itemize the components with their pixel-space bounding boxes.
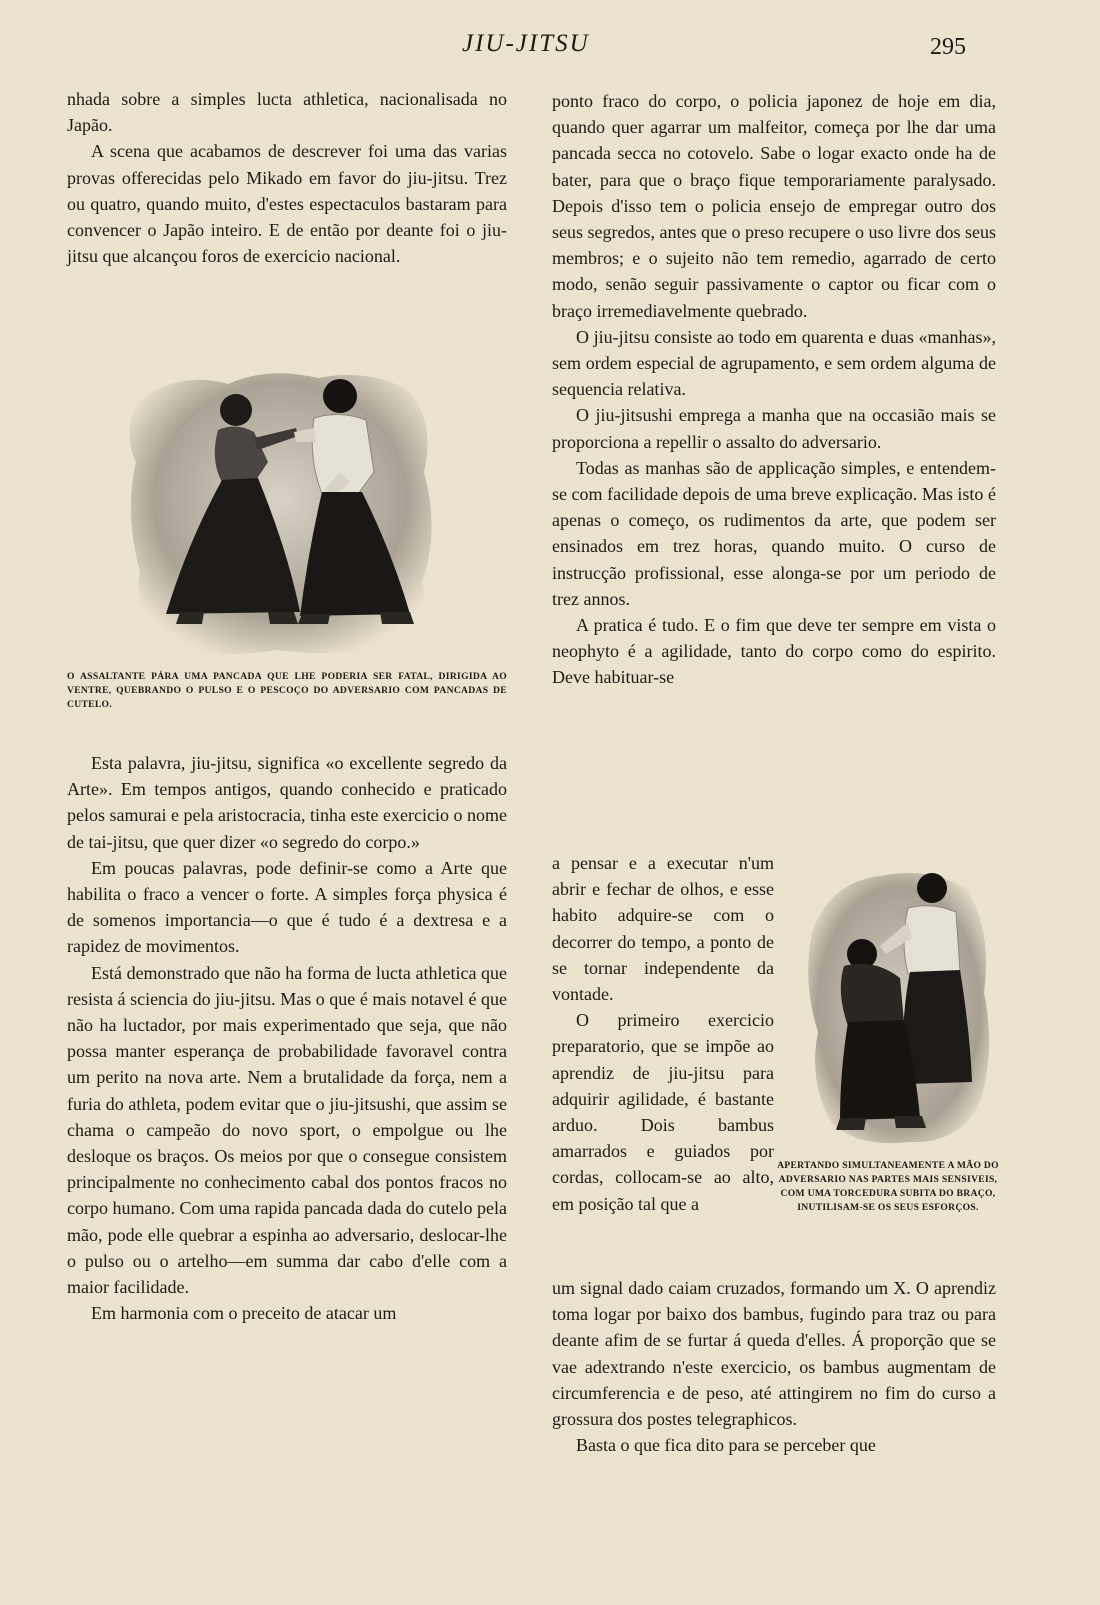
right-column-bottom <box>552 1275 996 1458</box>
left-column-top <box>67 86 507 269</box>
figure-caption: APERTANDO SIMULTANEAMENTE A MÃO DO ADVERSARIO NAS PARTES MAIS SENSIVEIS, COM UMA TORCEDURA SUBITA DO BRAÇO, INUTILISAM-SE OS SEUS ESFORÇOS. <box>777 1160 999 1213</box>
paragraph: ponto fraco do corpo, o policia japonez de hoje em dia, quando quer agarrar um malfeitor, começa por lhe dar uma pancada secca no cotovelo. Sabe o logar exacto onde ha de bater, para que o braço fique temporariamente paralysado. Depois d'isso tem o policia ensejo de empregar outro dos seus segredos, antes que o preso recupere o uso livre dos seus membros; e o sujeito não tem remedio, agarrado de certo modo, senão seguir passivamente o captor ou ficar com o braço irremediavelmente quebrado. <box>552 91 996 321</box>
left-column-bottom <box>67 750 507 1326</box>
page-number: 295 <box>930 34 966 60</box>
photo-illustration <box>800 862 995 1152</box>
paragraph: O jiu-jitsushi emprega a manha que na occasião mais se proporciona a repellir o assalto do adversario. <box>552 405 996 452</box>
paragraph: O primeiro exercicio preparatorio, que se impõe ao aprendiz de jiu-jitsu para adquirir agilidade, é bastante arduo. Dois bambus amarrados e guiados por cordas, collocam-se ao alto, em posição tal que a <box>552 1010 774 1214</box>
paragraph: nhada sobre a simples lucta athletica, nacionalisada no Japão. <box>67 89 507 136</box>
running-title: JIU-JITSU <box>462 30 590 57</box>
figure-caption: O ASSALTANTE PÁRA UMA PANCADA QUE LHE PODERIA SER FATAL, DIRIGIDA AO VENTRE, QUEBRANDO O PULSO E O PESCOÇO DO ADVERSARIO COM PANCADAS DE CUTELO. <box>67 671 507 710</box>
paragraph: Está demonstrado que não ha forma de lucta athletica que resista á sciencia do jiu-jitsu. Mas o que é mais notavel é que não ha luctador, por mais experimentado que seja, que não possa manter esperança de probabilidade favoravel contra um perito na nova arte. Nem a brutalidade da força, nem a furia do athleta, podem evitar que o jiu-jitsushi, que assim se chama o campeão do novo sport, o empolgue ou lhe desloque os braços. Os meios por que o consegue consistem principalmente no conhecimento cabal dos pontos fracos no corpo humano. Com uma rapida pancada dada do cutelo pela mão, pode elle quebrar a espinha ao adversario, deslocar-lhe o pulso ou o artelho—em summa dar cabo d'elle com a maior facilidade. <box>67 962 507 1298</box>
paragraph: um signal dado caiam cruzados, formando um X. O aprendiz toma logar por baixo dos bambus, fugindo para traz ou para deante afim de se furtar á queda d'elles. Á proporção que se vae adextrando n'este exercicio, os bambus augmentam de circumferencia e de peso, até attingirem no fim do curso a grossura dos postes telegraphicos. <box>552 1278 996 1430</box>
paragraph: A scena que acabamos de descrever foi uma das varias provas offerecidas pelo Mikado em favor do jiu-jitsu. Trez ou quatro, quando muito, d'estes espectaculos bastaram para convencer o Japão inteiro. E de então por deante foi o jiu-jitsu que alcançou foros de exercicio nacional. <box>67 141 507 267</box>
paragraph: Em poucas palavras, pode definir-se como a Arte que habilita o fraco a vencer o forte. A simples força physica é de somenos importancia—o que é tudo é a dextresa e a rapidez de movimentos. <box>67 857 507 957</box>
paragraph: a pensar e a executar n'um abrir e fechar de olhos, e esse habito adquire-se com o decorrer do tempo, a ponto de se tornar independente da vontade. <box>552 853 774 1005</box>
photo-arm-lock <box>800 862 995 1152</box>
paragraph: Todas as manhas são de applicação simples, e entendem-se com facilidade depois de uma breve explicação. Mas isto é apenas o começo, os rudimentos da arte, que podem ser ensinados em trez horas, quando muito. O curso de instrucção profissional, esse alonga-se por um periodo de trez annos. <box>552 457 996 609</box>
photo-illustration <box>118 362 448 660</box>
paragraph: Em harmonia com o preceito de atacar um <box>91 1303 397 1324</box>
paragraph: A pratica é tudo. E o fim que deve ter sempre em vista o neophyto é a agilidade, tanto do corpo como do espirito. Deve habituar-se <box>552 615 996 688</box>
paragraph: Esta palavra, jiu-jitsu, significa «o excellente segredo da Arte». Em tempos antigos, quando conhecido e praticado pelos samurai e pela aristocracia, tinha este exercicio o nome de tai-jitsu, que quer dizer «o segredo do corpo.» <box>67 753 507 852</box>
photo-two-fighters <box>118 362 448 660</box>
running-head <box>0 30 1100 64</box>
right-column-wrap <box>552 850 774 1217</box>
right-column-top <box>552 88 996 691</box>
paragraph: Basta o que fica dito para se perceber que <box>576 1435 876 1456</box>
paragraph: O jiu-jitsu consiste ao todo em quarenta e duas «manhas», sem ordem especial de agrupamento, e sem ordem alguma de sequencia relativa. <box>552 326 996 400</box>
